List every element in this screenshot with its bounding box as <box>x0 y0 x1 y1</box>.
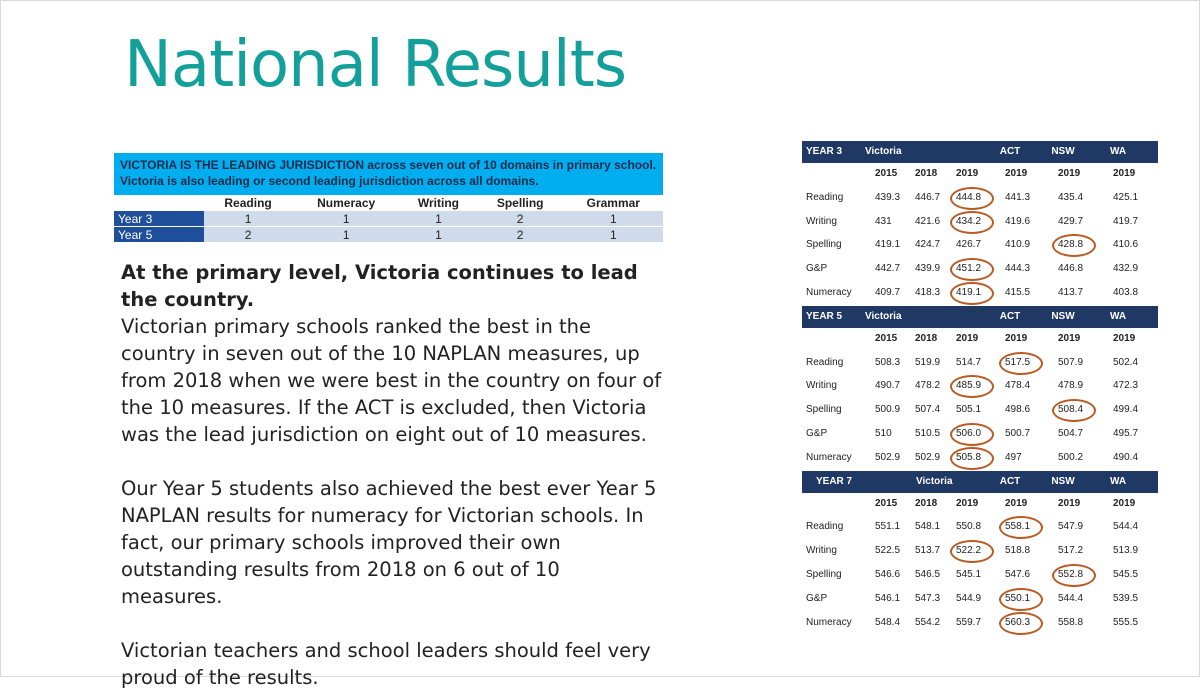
table-cell: 439.9 <box>915 263 941 275</box>
table-cell: 508.4 <box>1058 404 1084 416</box>
table-cell: 497 <box>1005 451 1022 463</box>
results-table-header <box>802 141 1158 163</box>
table-cell: 421.6 <box>915 215 941 227</box>
summary-col-header: Grammar <box>564 195 663 211</box>
table-cell: 545.1 <box>956 568 982 580</box>
table-row <box>802 375 1158 399</box>
year-header: 2019 <box>1058 168 1081 179</box>
body-paragraph: Victorian teachers and school leaders should feel very proud of the results. <box>121 639 651 689</box>
table-cell: 551.1 <box>875 521 901 533</box>
summary-cell: 1 <box>564 211 663 227</box>
year-header: 2019 <box>956 168 979 179</box>
body-text <box>121 259 666 691</box>
lead-paragraph: At the primary level, Victoria continues to lead the country. <box>121 261 638 311</box>
row-label: Reading <box>806 356 844 368</box>
jurisdiction-header: NSW <box>1051 310 1075 322</box>
year-header: 2019 <box>1005 332 1028 344</box>
summary-col-header: Spelling <box>477 195 564 211</box>
table-row <box>802 211 1158 235</box>
table-cell: 545.5 <box>1113 568 1139 580</box>
table-cell: 490.4 <box>1113 451 1139 463</box>
table-cell: 495.7 <box>1113 427 1139 439</box>
table-cell: 517.5 <box>1005 356 1031 368</box>
results-table <box>802 471 1158 636</box>
table-cell: 513.9 <box>1113 545 1139 557</box>
table-cell: 446.7 <box>915 191 941 203</box>
table-cell: 425.1 <box>1113 191 1139 203</box>
table-cell: 418.3 <box>915 286 941 298</box>
year-header: 2015 <box>875 332 898 344</box>
table-cell: 547.6 <box>1005 568 1031 580</box>
table-cell: 506.0 <box>956 427 982 439</box>
year-header: 2019 <box>1005 168 1028 179</box>
jurisdiction-header: NSW <box>1051 475 1075 487</box>
table-cell: 550.1 <box>1005 592 1031 604</box>
table-cell: 478.4 <box>1005 380 1031 392</box>
table-cell: 507.4 <box>915 404 941 416</box>
table-cell: 472.3 <box>1113 380 1139 392</box>
table-row <box>802 282 1158 306</box>
row-label: G&P <box>806 263 828 275</box>
table-cell: 490.7 <box>875 380 901 392</box>
table-cell: 558.8 <box>1058 616 1084 628</box>
row-label: G&P <box>806 427 828 439</box>
table-cell: 419.1 <box>956 286 982 298</box>
slide-title: National Results <box>124 28 627 102</box>
year-header: 2019 <box>1058 332 1081 344</box>
table-cell: 519.9 <box>915 356 941 368</box>
summary-banner: VICTORIA IS THE LEADING JURISDICTION across seven out of 10 domains in primary school. Victoria is also leading or second leading jurisdiction across all domains. <box>114 153 663 195</box>
row-label: Spelling <box>806 404 842 416</box>
table-cell: 522.2 <box>956 545 982 557</box>
table-row <box>802 564 1158 588</box>
table-cell: 478.9 <box>1058 380 1084 392</box>
table-cell: 546.6 <box>875 568 901 580</box>
table-cell: 550.8 <box>956 521 982 533</box>
table-cell: 442.7 <box>875 263 901 275</box>
row-label: Reading <box>806 191 844 203</box>
jurisdiction-header: WA <box>1109 146 1127 157</box>
table-cell: 419.7 <box>1113 215 1139 227</box>
summary-cell: 1 <box>400 227 477 243</box>
table-cell: 485.9 <box>956 380 982 392</box>
table-cell: 546.5 <box>915 568 941 580</box>
table-row <box>802 258 1158 282</box>
summary-row-label: Year 3 <box>114 211 204 227</box>
jurisdiction-header: ACT <box>999 310 1021 322</box>
summary-table <box>114 195 663 243</box>
year-header: 2018 <box>915 332 938 344</box>
table-cell: 508.3 <box>875 356 901 368</box>
table-row <box>802 352 1158 376</box>
table-cell: 554.2 <box>915 616 941 628</box>
summary-cell: 2 <box>477 227 564 243</box>
summary-cell: 2 <box>204 227 292 243</box>
summary-row-label: Year 5 <box>114 227 204 243</box>
table-cell: 507.9 <box>1058 356 1084 368</box>
table-cell: 539.5 <box>1113 592 1139 604</box>
summary-row <box>114 211 663 227</box>
table-cell: 426.7 <box>956 239 982 251</box>
table-row <box>802 588 1158 612</box>
table-cell: 505.1 <box>956 404 982 416</box>
row-label: Spelling <box>806 239 842 251</box>
table-cell: 410.6 <box>1113 239 1139 251</box>
table-cell: 424.7 <box>915 239 941 251</box>
table-cell: 547.9 <box>1058 521 1084 533</box>
table-cell: 431 <box>875 215 892 227</box>
results-table-header <box>802 306 1158 328</box>
table-cell: 432.9 <box>1113 263 1139 275</box>
year-row <box>802 328 1158 352</box>
table-cell: 500.9 <box>875 404 901 416</box>
table-cell: 560.3 <box>1005 616 1031 628</box>
table-cell: 502.9 <box>875 451 901 463</box>
table-cell: 510 <box>875 427 892 439</box>
summary-row <box>114 227 663 243</box>
year-header: 2019 <box>1113 168 1136 179</box>
table-row <box>802 612 1158 636</box>
table-cell: 439.3 <box>875 191 901 203</box>
table-cell: 502.4 <box>1113 356 1139 368</box>
summary-cell: 1 <box>564 227 663 243</box>
table-cell: 559.7 <box>956 616 982 628</box>
table-cell: 502.9 <box>915 451 941 463</box>
table-cell: 504.7 <box>1058 427 1084 439</box>
table-cell: 415.5 <box>1005 286 1031 298</box>
summary-cell: 1 <box>292 227 400 243</box>
row-label: Spelling <box>806 568 842 580</box>
table-cell: 434.2 <box>956 215 982 227</box>
row-label: G&P <box>806 592 828 604</box>
year-header: 2019 <box>1113 332 1136 344</box>
table-cell: 548.4 <box>875 616 901 628</box>
summary-box <box>114 153 663 243</box>
year-row <box>802 163 1158 187</box>
year-label: YEAR 3 <box>806 146 843 157</box>
year-header: 2019 <box>956 497 979 509</box>
row-label: Writing <box>806 215 837 227</box>
summary-cell: 1 <box>400 211 477 227</box>
row-label: Numeracy <box>806 286 852 298</box>
year-label: YEAR 5 <box>806 310 843 322</box>
year-header: 2019 <box>956 332 979 344</box>
year-header: 2019 <box>1113 497 1136 509</box>
summary-corner <box>114 195 204 211</box>
table-cell: 444.3 <box>1005 263 1031 275</box>
table-row <box>802 540 1158 564</box>
body-paragraph: Victorian primary schools ranked the best in the country in seven out of the 10 NAPLAN measures, up from 2018 when we were best in the country on four of the 10 measures. If the ACT is excluded, then Victoria was the lead jurisdiction on eight out of 10 measures. <box>121 315 662 446</box>
table-row <box>802 423 1158 447</box>
table-cell: 409.7 <box>875 286 901 298</box>
table-row <box>802 399 1158 423</box>
table-cell: 558.1 <box>1005 521 1031 533</box>
table-cell: 446.8 <box>1058 263 1084 275</box>
table-cell: 544.4 <box>1113 521 1139 533</box>
year-header: 2019 <box>1058 497 1081 509</box>
table-cell: 444.8 <box>956 191 982 203</box>
table-cell: 522.5 <box>875 545 901 557</box>
table-row <box>802 187 1158 211</box>
row-label: Reading <box>806 521 844 533</box>
table-cell: 517.2 <box>1058 545 1084 557</box>
table-cell: 403.8 <box>1113 286 1139 298</box>
table-cell: 441.3 <box>1005 191 1031 203</box>
table-cell: 548.1 <box>915 521 941 533</box>
row-label: Numeracy <box>806 616 852 628</box>
table-row <box>802 516 1158 540</box>
table-cell: 451.2 <box>956 263 982 275</box>
jurisdiction-header: NSW <box>1051 146 1075 157</box>
year-header: 2018 <box>915 497 938 509</box>
table-cell: 419.6 <box>1005 215 1031 227</box>
summary-cell: 1 <box>292 211 400 227</box>
table-row <box>802 447 1158 471</box>
table-cell: 513.7 <box>915 545 941 557</box>
jurisdiction-header: ACT <box>999 475 1021 487</box>
table-cell: 510.5 <box>915 427 941 439</box>
table-cell: 546.1 <box>875 592 901 604</box>
jurisdiction-header: WA <box>1109 475 1127 487</box>
results-tables <box>802 141 1158 635</box>
table-cell: 514.7 <box>956 356 982 368</box>
summary-cell: 1 <box>204 211 292 227</box>
table-cell: 435.4 <box>1058 191 1084 203</box>
table-cell: 500.7 <box>1005 427 1031 439</box>
body-paragraph: Our Year 5 students also achieved the best ever Year 5 NAPLAN results for numeracy for Victorian schools. In fact, our primary schools improved their own outstanding results from 2018 on 6 out of 10 measures. <box>121 477 657 608</box>
jurisdiction-header: Victoria <box>916 475 953 487</box>
results-table <box>802 306 1158 471</box>
summary-cell: 2 <box>477 211 564 227</box>
table-cell: 498.6 <box>1005 404 1031 416</box>
table-cell: 518.8 <box>1005 545 1031 557</box>
table-cell: 429.7 <box>1058 215 1084 227</box>
year-header: 2015 <box>875 168 898 179</box>
table-cell: 544.9 <box>956 592 982 604</box>
year-label: YEAR 7 <box>816 475 853 487</box>
jurisdiction-header: Victoria <box>865 310 902 322</box>
results-table-header <box>802 471 1158 493</box>
row-label: Writing <box>806 380 837 392</box>
summary-col-header: Reading <box>204 195 292 211</box>
table-cell: 544.4 <box>1058 592 1084 604</box>
year-header: 2015 <box>875 497 898 509</box>
table-cell: 419.1 <box>875 239 901 251</box>
table-cell: 410.9 <box>1005 239 1031 251</box>
table-cell: 500.2 <box>1058 451 1084 463</box>
jurisdiction-header: Victoria <box>865 146 902 157</box>
table-cell: 478.2 <box>915 380 941 392</box>
results-table <box>802 141 1158 306</box>
year-header: 2019 <box>1005 497 1028 509</box>
jurisdiction-header: ACT <box>999 146 1021 157</box>
row-label: Writing <box>806 545 837 557</box>
table-cell: 428.8 <box>1058 239 1084 251</box>
table-cell: 547.3 <box>915 592 941 604</box>
jurisdiction-header: WA <box>1109 310 1127 322</box>
table-cell: 499.4 <box>1113 404 1139 416</box>
table-cell: 505.8 <box>956 451 982 463</box>
row-label: Numeracy <box>806 451 852 463</box>
year-row <box>802 493 1158 517</box>
summary-col-header: Numeracy <box>292 195 400 211</box>
table-cell: 552.8 <box>1058 568 1084 580</box>
table-cell: 413.7 <box>1058 286 1084 298</box>
table-row <box>802 234 1158 258</box>
table-cell: 555.5 <box>1113 616 1139 628</box>
year-header: 2018 <box>915 168 938 179</box>
summary-col-header: Writing <box>400 195 477 211</box>
